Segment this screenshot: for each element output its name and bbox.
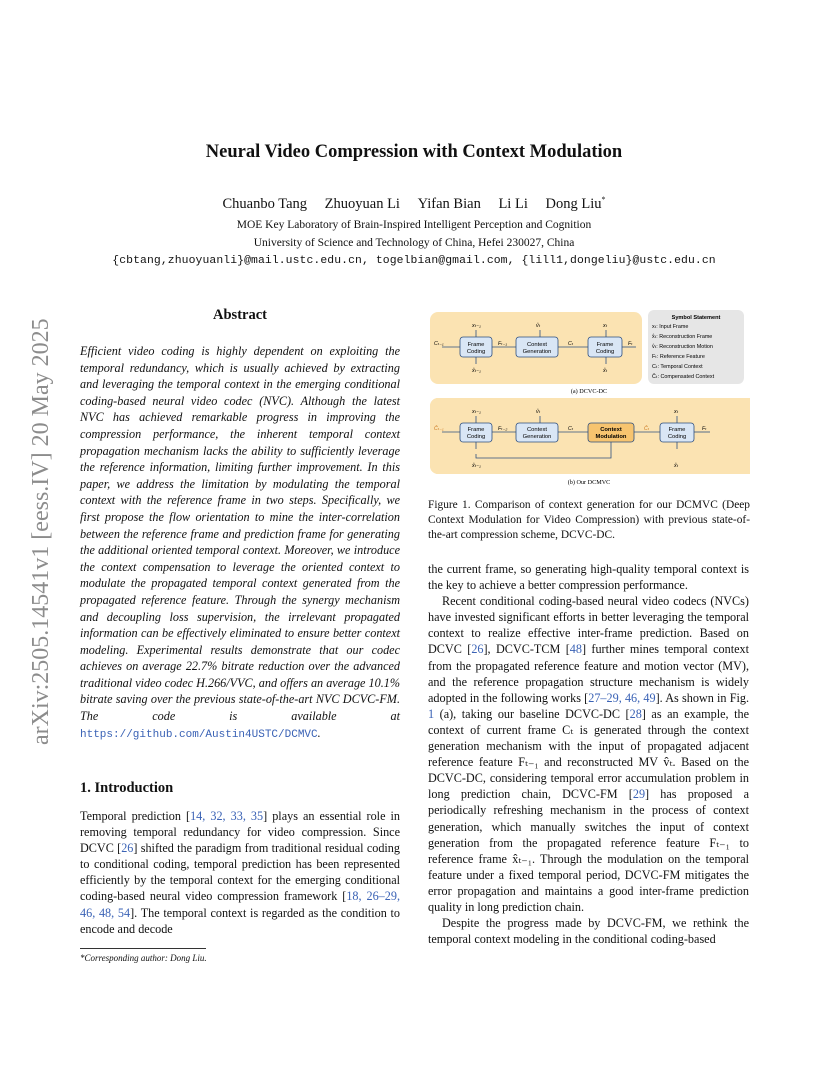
arxiv-identifier: arXiv:2505.14541v1 [eess.IV] 20 May 2025 bbox=[28, 318, 54, 745]
corresponding-mark: * bbox=[601, 195, 606, 204]
symbol-legend-item: v̂ₜ: Reconstruction Motion bbox=[652, 344, 713, 350]
symbol-legend-item: Cₜ: Temporal Context bbox=[652, 364, 703, 370]
paragraph: the current frame, so generating high-quality temporal context is the key to achieve a better compression performance. bbox=[428, 562, 749, 593]
svg-text:Frame: Frame bbox=[596, 342, 614, 348]
abstract-body: Efficient video coding is highly dependent on exploiting the temporal redundancy, which is usually achieved by extracting and leveraging the temporal context in the emerging conditional coding-based neural video codec (NVC). Although the latest NVC has achieved remarkable progress in improving the compression performance, the inherent temporal context propagation mechanism lacks the ability to sufficiently leverage the reference information, limiting further improvement. In this paper, we address the limitation by modulating the temporal context with the reference frame in two steps. Specifically, we first propose the flow orientation to mine the inter-correlation between the reference frame and prediction frame for generating the additional oriented temporal context. Moreover, we introduce the context compensation to leverage the oriented context to modulate the propagated temporal context generated from the propagated reference feature. Through the synergy mechanism and decoupling loss supervision, the irrelevant propagated information can be effectively eliminated to ensure better context modeling. Experimental results demonstrate that our codec achieves on average 22.7% bitrate reduction over the advanced traditional video codec H.266/VVC, and offers an average 10.1% bitrate saving over the previous state-of-the-art NVC DCVC-FM. The code is available at https://github.com/Austin4USTC/DCMVC. bbox=[80, 344, 400, 741]
svg-text:xₜ₋₁: xₜ₋₁ bbox=[472, 323, 481, 329]
svg-text:Context: Context bbox=[527, 342, 547, 348]
symbol-legend-title: Symbol Statement bbox=[671, 315, 721, 321]
figure-diagram bbox=[428, 308, 750, 488]
svg-text:x̂ₜ: x̂ₜ bbox=[674, 463, 679, 469]
svg-text:Generation: Generation bbox=[522, 434, 552, 440]
citation-link[interactable]: 48 bbox=[569, 642, 582, 657]
citation-link[interactable]: 28 bbox=[629, 706, 642, 721]
author-emails: {cbtang,zhuoyuanli}@mail.ustc.edu.cn, togelbian@gmail.com, {lill1,dongeliu}@ustc.edu.cn bbox=[112, 255, 716, 267]
symbol-legend-item: Ĉₜ: Compensated Context bbox=[652, 374, 715, 380]
svg-text:Coding: Coding bbox=[595, 349, 615, 355]
section-heading: 1. Introduction bbox=[80, 780, 174, 796]
symbol-legend-item: x̂ₜ: Reconstruction Frame bbox=[652, 334, 713, 340]
author-name: Yifan Bian bbox=[417, 195, 481, 212]
svg-text:xₜ: xₜ bbox=[674, 409, 679, 415]
right-column-text bbox=[428, 561, 749, 947]
author-name: Zhuoyuan Li bbox=[324, 195, 400, 212]
author-name: Li Li bbox=[498, 195, 528, 212]
paragraph: Recent conditional coding-based neural video codecs (NVCs) have invested significant efforts in better leveraging the temporal context to realize effective inter-frame prediction. Based on DCVC [26], DCVC-TCM [48] further mines temporal context from the propagated reference feature and motion vector (MV), and the reference propagation structure mechanism is widely adopted in the following works [27–29, 46, 49]. As shown in Fig. 1 (a), taking our baseline DCVC-DC [28] as an example, the context of current frame Cₜ is generated through the context generation mechanism with the input of propagated adjacent reference feature Fₜ₋₁ and reconstructed MV v̂ₜ. Based on the DCVC-DC, considering temporal error accumulation problem in long prediction chain, DCVC-FM [29] has proposed a periodically refreshing mechanism in the process of context generation, which manually switches the input of context generation from the propagated reference feature Fₜ₋₁ to reference frame x̂ₜ₋₁. Through the modulation on the temporal feature under a fixed temporal period, DCVC-FM mitigates the error propagation and maintains a good inter-frame prediction quality in long prediction chain. bbox=[428, 594, 750, 914]
citation-link[interactable]: 29 bbox=[632, 787, 646, 802]
affiliation-line: MOE Key Laboratory of Brain-Inspired Intelligent Perception and Cognition bbox=[236, 219, 592, 231]
svg-text:v̂ₜ: v̂ₜ bbox=[536, 409, 541, 415]
svg-text:Fₜ: Fₜ bbox=[702, 426, 707, 432]
symbol-legend-item: Fₜ: Reference Feature bbox=[652, 354, 705, 360]
figure-caption: Figure 1. Comparison of context generation for our DCMVC (Deep Context Modulation for Video Compression) with previous state-of-the-art compression scheme, DCVC-DC. bbox=[428, 499, 750, 541]
svg-text:Coding: Coding bbox=[466, 349, 486, 355]
svg-text:xₜ: xₜ bbox=[603, 323, 608, 329]
svg-text:Context: Context bbox=[527, 427, 547, 433]
symbol-legend-item: xₜ: Input Frame bbox=[652, 324, 689, 330]
svg-text:Context: Context bbox=[600, 427, 622, 433]
svg-text:Fₜ₋₂: Fₜ₋₂ bbox=[498, 426, 508, 432]
svg-text:Generation: Generation bbox=[522, 349, 552, 355]
svg-text:Coding: Coding bbox=[667, 434, 687, 440]
svg-text:x̂ₜ₋₁: x̂ₜ₋₁ bbox=[472, 368, 481, 374]
citation-link[interactable]: 27–29, 46, 49 bbox=[588, 690, 656, 705]
svg-text:Cₜ: Cₜ bbox=[568, 341, 574, 347]
svg-text:v̂ₜ: v̂ₜ bbox=[536, 323, 541, 329]
citation-link[interactable]: 18, 26–29, 46, 48, 54 bbox=[80, 889, 400, 920]
svg-text:Fₜ₋₁: Fₜ₋₁ bbox=[498, 341, 508, 347]
intro-paragraph: Temporal prediction [14, 32, 33, 35] plays an essential role in removing temporal redundancy for video compression. Since DCVC [26] shifted the paradigm from traditional residual coding to conditional coding, temporal prediction has been represented efficiently by the temporal context for the emerging conditional coding-based neural video compression framework [18, 26–29, 46, 48, 54]. The temporal context is regarded as the condition to encode and decode bbox=[80, 809, 401, 936]
paragraph: Despite the progress made by DCVC-FM, we rethink the temporal context modeling in the conditional coding-based bbox=[428, 916, 749, 947]
svg-text:Frame: Frame bbox=[467, 427, 485, 433]
author-list bbox=[0, 195, 828, 213]
citation-link[interactable]: 26 bbox=[121, 841, 134, 856]
svg-text:Modulation: Modulation bbox=[595, 434, 627, 440]
svg-text:Frame: Frame bbox=[668, 427, 686, 433]
svg-text:x̂ₜ: x̂ₜ bbox=[603, 368, 608, 374]
svg-text:Cₜ₋₁: Cₜ₋₁ bbox=[434, 341, 444, 347]
author-name: Chuanbo Tang bbox=[222, 195, 308, 212]
affiliation-line: University of Science and Technology of China, Hefei 230027, China bbox=[253, 237, 575, 249]
svg-text:Ĉₜ: Ĉₜ bbox=[644, 426, 650, 432]
svg-text:Frame: Frame bbox=[467, 342, 485, 348]
svg-text:Fₜ: Fₜ bbox=[628, 341, 633, 347]
paper-title: Neural Video Compression with Context Modulation bbox=[205, 142, 623, 162]
citation-link[interactable]: 14, 32, 33, 35 bbox=[190, 809, 264, 823]
svg-text:Ĉₜ₋₁: Ĉₜ₋₁ bbox=[434, 426, 444, 432]
subfigure-caption: (a) DCVC-DC bbox=[570, 388, 608, 395]
footnote: *Corresponding author: Dong Liu. bbox=[80, 953, 207, 963]
figure-link[interactable]: 1 bbox=[428, 706, 435, 721]
footnote-rule bbox=[80, 948, 206, 949]
abstract-heading: Abstract bbox=[213, 307, 267, 323]
svg-text:xₜ₋₁: xₜ₋₁ bbox=[472, 409, 481, 415]
subfigure-caption: (b) Our DCMVC bbox=[567, 479, 611, 486]
code-link[interactable]: https://github.com/Austin4USTC/DCMVC bbox=[80, 728, 318, 741]
author-name: Dong Liu* bbox=[545, 195, 606, 212]
svg-text:Coding: Coding bbox=[466, 434, 486, 440]
svg-text:Cₜ: Cₜ bbox=[568, 426, 574, 432]
citation-link[interactable]: 26 bbox=[471, 642, 484, 657]
svg-text:x̂ₜ₋₁: x̂ₜ₋₁ bbox=[472, 463, 481, 469]
